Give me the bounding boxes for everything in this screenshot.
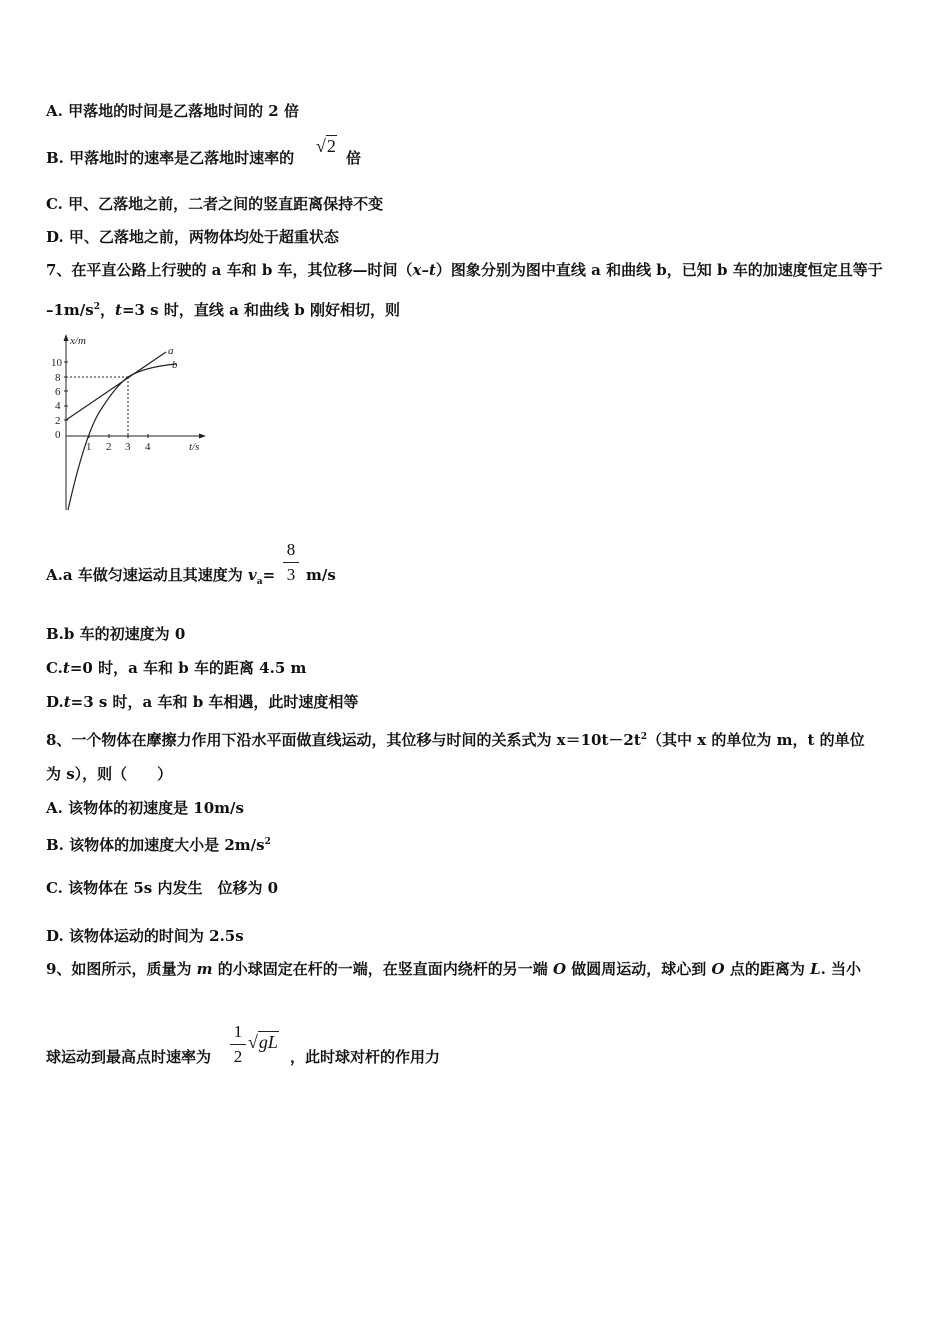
q7-xt-graph: [44, 330, 214, 515]
q7-option-a-v: v: [248, 566, 257, 584]
q7-stem-part: –1m/s: [46, 301, 94, 319]
y-tick-label: 6: [55, 386, 61, 398]
q8-stem-part: 8、一个物体在摩擦力作用下沿水平面做直线运动，其位移与时间的关系式为 x＝10t－2t: [46, 731, 641, 749]
x-axis-label: t/s: [189, 441, 200, 453]
fraction-bar: [283, 562, 299, 563]
y-tick-label: 0: [55, 429, 61, 441]
q7-stem-line2: [46, 297, 400, 320]
q6-sqrt-radicand: 2: [326, 136, 336, 156]
q9-stem-o: O: [711, 960, 725, 978]
q9-stem-part: 做圆周运动，球心到: [566, 960, 712, 978]
q6-option-b: [46, 148, 294, 168]
q9-stem-part: 9、如图所示，质量为: [46, 960, 197, 978]
q7-stem-line1: [46, 260, 883, 280]
q6-sqrt-2: √2: [316, 136, 336, 156]
q9-stem-l: L: [810, 960, 821, 978]
q7-option-c: [46, 658, 306, 678]
q7-option-c-t: t: [62, 659, 70, 677]
q6-option-b-text: B. 甲落地时的速率是乙落地时速率的: [46, 149, 295, 167]
fraction-denominator: 2: [233, 1047, 243, 1066]
q9-sqrt-radicand: gL: [258, 1032, 278, 1052]
q9-stem-m: m: [196, 960, 213, 978]
q7-fraction-8-3: [283, 540, 299, 585]
line-a-label: a: [168, 345, 174, 357]
q7-option-c-prefix: C.: [46, 659, 63, 677]
q7-option-a-eq: =: [262, 566, 276, 584]
q9-stem-line1: [46, 959, 861, 979]
q7-option-a-sub: a: [256, 577, 263, 587]
y-tick-label: 10: [51, 357, 62, 369]
q7-option-a: [46, 565, 275, 592]
x-tick-label: 3: [125, 441, 131, 453]
q6-option-d: D. 甲、乙落地之前，两物体均处于超重状态: [46, 228, 339, 246]
q8-option-b-text: B. 该物体的加速度大小是 2m/s: [46, 836, 265, 854]
q7-option-a-unit: m/s: [306, 566, 336, 584]
q7-option-d-text: =3 s 时，a 车和 b 车相遇，此时速度相等: [70, 693, 359, 711]
y-axis-label: x/m: [70, 335, 86, 347]
q9-stem-part: . 当小: [820, 960, 862, 978]
fraction-denominator: 3: [286, 565, 296, 584]
x-axis-arrow: [199, 434, 206, 439]
q8-option-b-sup: 2: [264, 837, 271, 847]
q8-option-d: D. 该物体运动的时间为 2.5s: [46, 927, 244, 945]
q7-stem-part: ，: [100, 301, 116, 319]
q9-stem-o: O: [553, 960, 567, 978]
q9-stem-part: 点的距离为: [724, 960, 811, 978]
q7-stem-part: =3 s 时，直线 a 和曲线 b 刚好相切，则: [121, 301, 400, 319]
q7-option-b: B.b 车的初速度为 0: [46, 625, 186, 643]
q7-option-a-text: A.a 车做匀速运动且其速度为: [46, 566, 249, 584]
x-tick-label: 1: [86, 441, 92, 453]
q9-stem-part: 的小球固定在杆的一端，在竖直面内绕杆的另一端: [212, 960, 553, 978]
q7-option-d: [46, 692, 358, 712]
q7-stem-sup: 2: [93, 302, 100, 312]
q7-option-d-prefix: D.: [46, 693, 64, 711]
q7-stem-t: t: [115, 301, 122, 319]
fraction-bar: [230, 1044, 246, 1045]
x-tick-label: 2: [106, 441, 112, 453]
q6-option-b-suffix: 倍: [346, 149, 362, 167]
q9-stem-line2-a: 球运动到最高点时速率为: [46, 1048, 212, 1066]
q6-option-c: C. 甲、乙落地之前，二者之间的竖直距离保持不变: [46, 195, 384, 213]
q6-option-a: A. 甲落地的时间是乙落地时间的 2 倍: [46, 102, 299, 120]
q9-sqrt-gl: √gL: [248, 1032, 278, 1052]
x-tick-label: 4: [145, 441, 151, 453]
q7-option-d-t: t: [63, 693, 71, 711]
q8-option-a: A. 该物体的初速度是 10m/s: [46, 799, 244, 817]
y-tick-label: 8: [55, 372, 61, 384]
q7-stem-xt: x–t: [412, 261, 436, 279]
q9-fraction-1-2: [230, 1022, 246, 1067]
y-axis-arrow: [64, 334, 69, 341]
y-tick-label: 4: [55, 400, 61, 412]
q8-stem-sup: 2: [640, 732, 648, 742]
q8-stem-line1: [46, 727, 865, 750]
q8-stem-line2: 为 s），则（ ）: [46, 765, 173, 783]
q8-option-b: [46, 832, 271, 855]
q7-stem-part: 7、在平直公路上行驶的 a 车和 b 车，其位移—时间（: [46, 261, 413, 279]
fraction-numerator: 1: [233, 1022, 243, 1041]
y-tick-label: 2: [55, 415, 61, 427]
curve-b-label: b: [172, 359, 178, 371]
q7-option-c-text: =0 时，a 车和 b 车的距离 4.5 m: [69, 659, 307, 677]
line-a: [66, 352, 166, 420]
q7-stem-part: ）图象分别为图中直线 a 和曲线 b，已知 b 车的加速度恒定且等于: [435, 261, 883, 279]
curve-b: [68, 364, 176, 510]
q8-stem-part: （其中 x 的单位为 m，t 的单位: [647, 731, 865, 749]
q9-stem-line2-b: ，此时球对杆的作用力: [290, 1048, 441, 1066]
q8-option-c: C. 该物体在 5s 内发生 位移为 0: [46, 879, 279, 897]
fraction-numerator: 8: [286, 540, 296, 559]
